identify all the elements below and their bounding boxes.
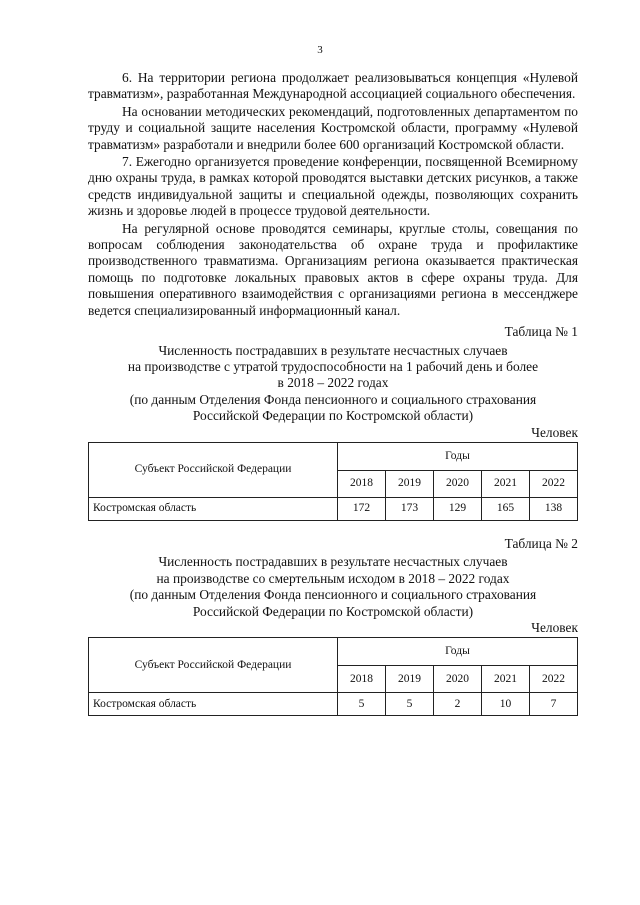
table-1-title-line: Российской Федерации по Костромской области) [192, 408, 474, 424]
paragraph-2: На основании методических рекомендаций, подготовленных департаментом по труду и социальной защите населения Костромской области, программу «Нулевой травматизм» разработали и внедрили более 600 организаций Костромской области. [88, 103, 578, 152]
header-subject: Субъект Российской Федерации [89, 442, 338, 497]
table-1-title-line: в 2018 – 2022 годах [277, 375, 389, 391]
year-cell: 2019 [386, 470, 434, 497]
table-header-row [89, 442, 578, 470]
paragraph-4: На регулярной основе проводятся семинары, круглые столы, совещания по вопросам соблюдения законодательства об охране труда и профилактике производственного травматизма. Организациям региона оказывается практическая помощь по подготовке локальных правовых актов в сфере охраны труда. Для повышения оперативного взаимодействия с организациями региона в мессенджере ведется специализированный информационный канал. [88, 220, 578, 318]
value-cell: 172 [338, 497, 386, 520]
table-header-row [89, 638, 578, 666]
paragraph-1: 6. На территории региона продолжает реализовываться концепция «Нулевой травматизм», разработанная Международной ассоциацией социального обеспечения. [88, 70, 578, 102]
value-cell: 173 [386, 497, 434, 520]
value-cell: 10 [482, 693, 530, 716]
table-1-title-line: (по данным Отделения Фонда пенсионного и социального страхования [129, 391, 537, 407]
year-cell: 2020 [434, 666, 482, 693]
header-years: Годы [338, 638, 578, 666]
table-1-block [88, 324, 578, 521]
region-cell: Костромская область [89, 497, 338, 520]
year-cell: 2021 [482, 470, 530, 497]
table-1 [88, 442, 578, 521]
table-2-title-line: (по данным Отделения Фонда пенсионного и социального страхования [129, 587, 537, 603]
table-1-label: Таблица № 1 [504, 324, 578, 340]
table-2-title-line: на производстве со смертельным исходом в 2018 – 2022 годах [156, 570, 510, 586]
table-2-title-line: Численность пострадавших в результате несчастных случаев [158, 554, 508, 570]
table-row [89, 693, 578, 716]
table-2-title [88, 554, 578, 620]
value-cell: 7 [530, 693, 578, 716]
table-2-label: Таблица № 2 [504, 535, 578, 551]
header-subject: Субъект Российской Федерации [89, 638, 338, 693]
value-cell: 2 [434, 693, 482, 716]
value-cell: 5 [338, 693, 386, 716]
year-cell: 2022 [530, 666, 578, 693]
region-cell: Костромская область [89, 693, 338, 716]
table-1-title-line: Численность пострадавших в результате несчастных случаев [158, 342, 508, 358]
table-1-title-line: на производстве с утратой трудоспособности на 1 рабочий день и более [127, 358, 539, 374]
value-cell: 5 [386, 693, 434, 716]
table-2-unit: Человек [531, 619, 578, 635]
table-row [89, 497, 578, 520]
table-2-block [88, 536, 578, 716]
year-cell: 2018 [338, 470, 386, 497]
table-2 [88, 637, 578, 716]
value-cell: 129 [434, 497, 482, 520]
value-cell: 138 [530, 497, 578, 520]
header-years: Годы [338, 442, 578, 470]
value-cell: 165 [482, 497, 530, 520]
table-2-title-line: Российской Федерации по Костромской области) [192, 603, 474, 619]
paragraph-3: 7. Ежегодно организуется проведение конференции, посвященной Всемирному дню охраны труда, в рамках которой проводятся выставки детских рисунков, а также средств индивидуальной защиты и специальной одежды, позволяющих сохранить жизнь и здоровье людей в процессе трудовой деятельности. [88, 154, 578, 219]
table-1-unit: Человек [531, 424, 578, 440]
table-1-title [88, 343, 578, 425]
year-cell: 2021 [482, 666, 530, 693]
page-number: 3 [317, 44, 323, 56]
document-body [88, 70, 578, 716]
year-cell: 2019 [386, 666, 434, 693]
year-cell: 2020 [434, 470, 482, 497]
year-cell: 2018 [338, 666, 386, 693]
year-cell: 2022 [530, 470, 578, 497]
